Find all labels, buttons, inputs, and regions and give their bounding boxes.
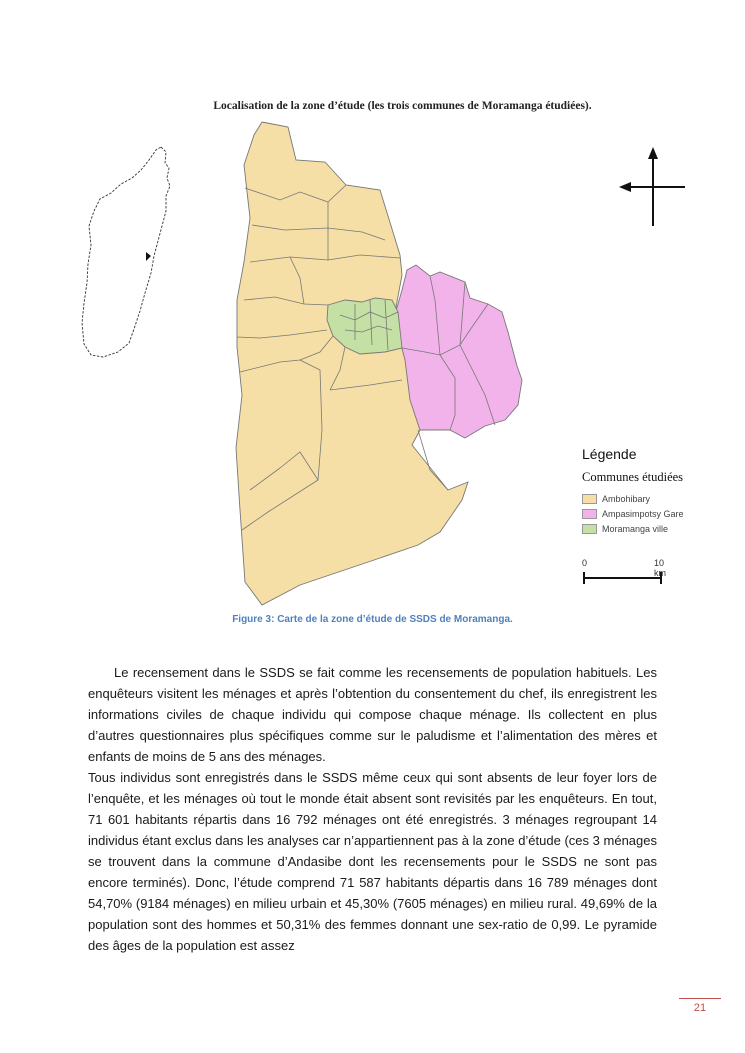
legend-item-moramanga-ville (582, 521, 684, 536)
legend-item-ampasimpotsy-gare (582, 506, 684, 521)
legend-label-ampasimpotsy-gare: Ampasimpotsy Gare (602, 508, 684, 519)
scale-start-label: 0 (582, 558, 588, 568)
north-arrow (622, 153, 685, 226)
scale-bar (584, 572, 661, 584)
page-number-rule (679, 998, 721, 999)
legend-label-moramanga-ville: Moramanga ville (602, 523, 669, 534)
scale-end-label: 10 km (654, 558, 666, 578)
legend-swatch-ampasimpotsy-gare (582, 509, 597, 519)
madagascar-inset (82, 147, 170, 357)
legend-item-ambohibary (582, 491, 684, 506)
map-title: Localisation de la zone d’étude (les trois communes de Moramanga étudiées). (213, 100, 592, 112)
scale-labels (582, 558, 672, 578)
north-arrow-head-left (619, 182, 631, 192)
body-text (88, 662, 657, 956)
map-legend (582, 446, 684, 536)
paragraph-2: Tous individus sont enregistrés dans le SSDS même ceux qui sont absents de leur foyer lors de l’enquête, et les ménages où tout le monde était absent sont revisités par les enquêteurs. En tout, 71 601 habitants répartis dans 16 792 ménages ont été enregistrés. 3 ménages regroupant 14 individus étant exclus dans les analyses car n’appartiennent pas à la zone d’étude (ces 3 ménages se trouvent dans la commune d’Andasibe dont les recensements pour le SSDS ne sont pas encore terminés). Donc, l’étude comprend 71 587 habitants départis dans 16 789 ménages dont 54,70% (9184 ménages) en milieu urbain et 45,30% (7605 ménages) en milieu rural. 49,69% de la population sont des hommes et 50,31% des femmes donnant une sex-ratio de 0,99. Le pyramide des âges de la population est assez (88, 770, 657, 953)
legend-swatch-moramanga-ville (582, 524, 597, 534)
legend-label-ambohibary: Ambohibary (602, 493, 651, 504)
legend-subtitle: Communes étudiées (582, 470, 684, 484)
figure-caption: Figure 3: Carte de la zone d’étude de SSDS de Moramanga. (232, 614, 513, 625)
legend-title: Légende (582, 446, 637, 462)
legend-swatch-ambohibary (582, 494, 597, 504)
north-arrow-head-up (648, 147, 658, 159)
page-number: 21 (693, 1002, 707, 1014)
paragraph-1: Le recensement dans le SSDS se fait comme les recensements de population habituels. Les enquêteurs visitent les ménages et après l’obtention du consentement du chef, ils enregistrent les informations civiles de chaque individu qui compose chaque ménage. Ils collectent en plus d’autres questionnaires plus spécifiques comme sur le paludisme et l’alimentation des mères et enfants de moins de 5 ans des ménages. (88, 665, 657, 764)
